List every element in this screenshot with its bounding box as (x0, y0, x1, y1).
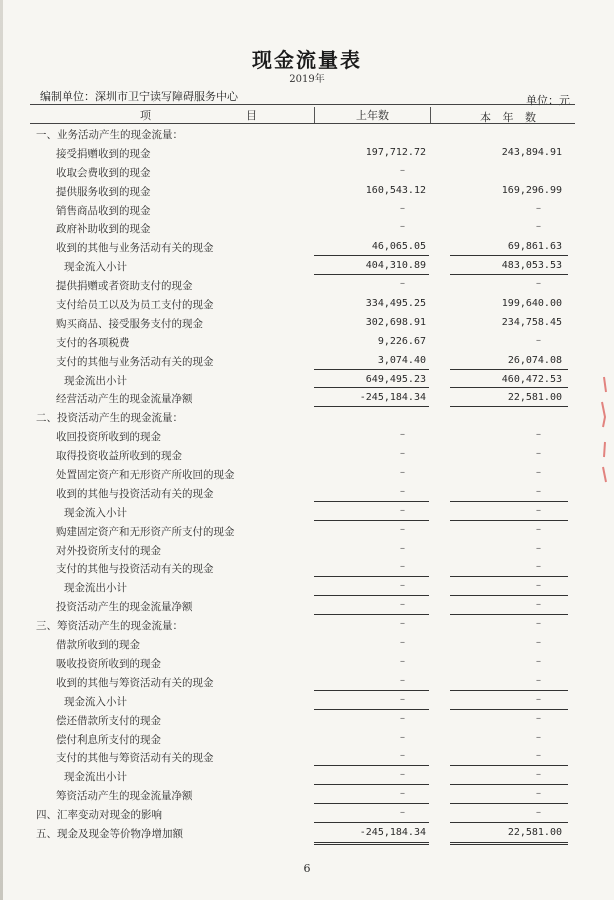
table-row (30, 445, 575, 464)
table-row (30, 294, 575, 313)
current-year-dash: – (536, 637, 541, 649)
table-row (30, 596, 575, 615)
current-year-value: 483,053.53 (501, 260, 562, 272)
report-year: 2019年 (289, 74, 325, 85)
row-label: 收到的其他与筹资活动有关的现金 (56, 676, 214, 689)
previous-year-dash: – (400, 278, 405, 290)
row-label: 三、筹资活动产生的现金流量： (36, 620, 183, 633)
current-year-dash: – (536, 769, 541, 781)
table-row (30, 181, 575, 200)
table-row (30, 124, 575, 143)
previous-year-dash: – (400, 523, 405, 535)
row-label: 现金流出小计 (64, 582, 127, 595)
table-row (30, 464, 575, 483)
current-year-dash: – (536, 334, 541, 346)
current-year-value: 26,074.08 (507, 354, 562, 366)
row-label: 现金流出小计 (64, 374, 127, 387)
current-year-value: 243,894.91 (501, 146, 562, 158)
current-year-dash: – (536, 278, 541, 290)
row-label: 现金流出小计 (64, 771, 127, 784)
row-label: 支付的其他与筹资活动有关的现金 (56, 752, 214, 765)
row-label: 政府补助收到的现金 (56, 223, 151, 236)
row-label: 对外投资所支付的现金 (56, 544, 161, 557)
table-row (30, 332, 575, 351)
current-year-dash: – (536, 504, 541, 516)
row-label: 筹资活动产生的现金流量净额 (56, 790, 193, 803)
previous-year-dash: – (400, 712, 405, 724)
row-label: 二、投资活动产生的现金流量： (36, 412, 183, 425)
row-label: 购建固定资产和无形资产所支付的现金 (56, 525, 235, 538)
table-row (30, 275, 575, 294)
table-row (30, 804, 575, 823)
row-label: 提供捐赠或者资助支付的现金 (56, 280, 193, 293)
row-label: 一、业务活动产生的现金流量： (36, 129, 183, 141)
header-previous-year: 上年数 (314, 107, 431, 123)
previous-year-dash: – (400, 202, 405, 214)
row-label: 接受捐赠收到的现金 (56, 147, 151, 160)
row-label: 现金流入小计 (64, 506, 127, 519)
current-year-value: 169,296.99 (501, 184, 562, 196)
current-year-dash: – (536, 561, 541, 573)
header-item-b: 目 (246, 109, 257, 122)
current-year-dash: – (536, 448, 541, 460)
current-year-dash: – (536, 750, 541, 762)
current-year-value: 22,581.00 (507, 826, 562, 838)
current-year-dash: – (536, 580, 541, 592)
table-row (30, 558, 575, 577)
previous-year-dash: – (400, 542, 405, 554)
previous-year-dash: – (400, 485, 405, 497)
table-row (30, 766, 575, 785)
row-label: 收到的其他与业务活动有关的现金 (56, 242, 214, 255)
previous-year-dash: – (400, 448, 405, 460)
current-year-dash: – (536, 655, 541, 667)
header-item-a: 项 (140, 109, 157, 122)
table-row (30, 634, 575, 653)
table-row (30, 785, 575, 804)
table-row (30, 388, 575, 407)
row-label: 处置固定资产和无形资产所收回的现金 (56, 469, 235, 482)
current-year-dash: – (536, 712, 541, 724)
red-seal-fragment-icon (598, 372, 608, 492)
current-year-dash: – (536, 599, 541, 611)
previous-year-value: 9,226.67 (377, 335, 426, 347)
row-label: 收取会费收到的现金 (56, 166, 151, 179)
table-row (30, 237, 575, 256)
table-row (30, 729, 575, 748)
table-row (30, 162, 575, 181)
previous-year-dash: – (400, 164, 405, 176)
row-label: 吸收投资所收到的现金 (56, 657, 161, 670)
row-label: 销售商品收到的现金 (56, 204, 151, 217)
previous-year-value: 334,495.25 (365, 298, 426, 310)
previous-year-value: 3,074.40 (377, 354, 426, 366)
previous-year-dash: – (400, 788, 405, 800)
row-label: 五、现金及现金等价物净增加额 (36, 827, 183, 840)
row-label: 现金流入小计 (64, 261, 127, 274)
organization-label: 编制单位：深圳市卫宁读写障碍服务中心 (40, 90, 238, 103)
row-label: 支付的各项税费 (56, 336, 130, 349)
current-year-value: 234,758.45 (501, 316, 562, 328)
previous-year-value: 404,310.89 (365, 260, 426, 272)
current-year-dash: – (536, 542, 541, 554)
table-row (30, 256, 575, 275)
row-label: 取得投资收益所收到的现金 (56, 450, 182, 463)
table-row (30, 483, 575, 502)
current-year-dash: – (536, 523, 541, 535)
previous-year-value: 649,495.23 (365, 373, 426, 385)
previous-year-value: 46,065.05 (371, 241, 426, 253)
table-row (30, 653, 575, 672)
page-title: 现金流量表 (252, 48, 362, 72)
table-row (30, 521, 575, 540)
header-current-year: 本 年 数 (480, 111, 540, 124)
previous-year-dash: – (400, 637, 405, 649)
row-label: 支付给员工以及为员工支付的现金 (56, 299, 214, 312)
previous-year-value: 160,543.12 (365, 184, 426, 196)
current-year-dash: – (536, 807, 541, 819)
previous-year-dash: – (400, 561, 405, 573)
previous-year-value: 197,712.72 (365, 146, 426, 158)
row-label: 提供服务收到的现金 (56, 185, 151, 198)
current-year-dash: – (536, 674, 541, 686)
row-label: 投资活动产生的现金流量净额 (56, 601, 193, 614)
previous-year-dash: – (400, 655, 405, 667)
current-year-dash: – (536, 731, 541, 743)
previous-year-dash: – (400, 674, 405, 686)
current-year-dash: – (536, 485, 541, 497)
table-header (30, 105, 575, 124)
previous-year-dash: – (400, 731, 405, 743)
current-year-dash: – (536, 693, 541, 705)
current-year-value: 199,640.00 (501, 298, 562, 310)
current-year-dash: – (536, 618, 541, 630)
previous-year-dash: – (400, 429, 405, 441)
current-year-dash: – (536, 221, 541, 233)
table-row (30, 710, 575, 729)
current-year-dash: – (536, 202, 541, 214)
table-row (30, 691, 575, 710)
current-year-dash: – (536, 429, 541, 441)
cash-flow-table (30, 104, 575, 842)
double-underline (450, 842, 568, 845)
table-row (30, 143, 575, 162)
row-label: 收到的其他与投资活动有关的现金 (56, 487, 214, 500)
table-row (30, 615, 575, 634)
table-row (30, 218, 575, 237)
row-label: 四、汇率变动对现金的影响 (36, 809, 162, 822)
row-label: 支付的其他与业务活动有关的现金 (56, 355, 214, 368)
row-label: 购买商品、接受服务支付的现金 (56, 317, 203, 330)
current-year-value: 460,472.53 (501, 373, 562, 385)
previous-year-dash: – (400, 467, 405, 479)
current-year-dash: – (536, 467, 541, 479)
row-label: 收回投资所收到的现金 (56, 431, 161, 444)
current-year-value: 69,861.63 (507, 241, 562, 253)
row-label: 偿还借款所支付的现金 (56, 714, 161, 727)
previous-year-dash: – (400, 599, 405, 611)
row-label: 借款所收到的现金 (56, 639, 140, 652)
previous-year-value: 302,698.91 (365, 316, 426, 328)
table-row (30, 407, 575, 426)
previous-year-dash: – (400, 693, 405, 705)
row-label: 支付的其他与投资活动有关的现金 (56, 563, 214, 576)
table-row (30, 313, 575, 332)
current-year-dash: – (536, 788, 541, 800)
previous-year-dash: – (400, 807, 405, 819)
row-label: 偿付利息所支付的现金 (56, 733, 161, 746)
table-row (30, 540, 575, 559)
previous-year-dash: – (400, 580, 405, 592)
double-underline (314, 842, 429, 845)
previous-year-value: -245,184.34 (359, 392, 426, 404)
page-edge-shadow (0, 0, 3, 900)
row-label: 现金流入小计 (64, 695, 127, 708)
table-row (30, 351, 575, 370)
table-row (30, 577, 575, 596)
current-year-value: 22,581.00 (507, 392, 562, 404)
table-row (30, 502, 575, 521)
previous-year-value: -245,184.34 (359, 826, 426, 838)
previous-year-dash: – (400, 750, 405, 762)
previous-year-dash: – (400, 769, 405, 781)
table-row (30, 747, 575, 766)
table-row (30, 823, 575, 842)
row-label: 经营活动产生的现金流量净额 (56, 393, 193, 406)
table-row (30, 672, 575, 691)
unit-label: 单位：元 (526, 94, 570, 107)
table-row (30, 426, 575, 445)
previous-year-dash: – (400, 221, 405, 233)
table-body (30, 124, 575, 842)
page-number: 6 (303, 862, 311, 875)
previous-year-dash: – (400, 618, 405, 630)
table-row (30, 370, 575, 389)
previous-year-dash: – (400, 504, 405, 516)
table-row (30, 200, 575, 219)
